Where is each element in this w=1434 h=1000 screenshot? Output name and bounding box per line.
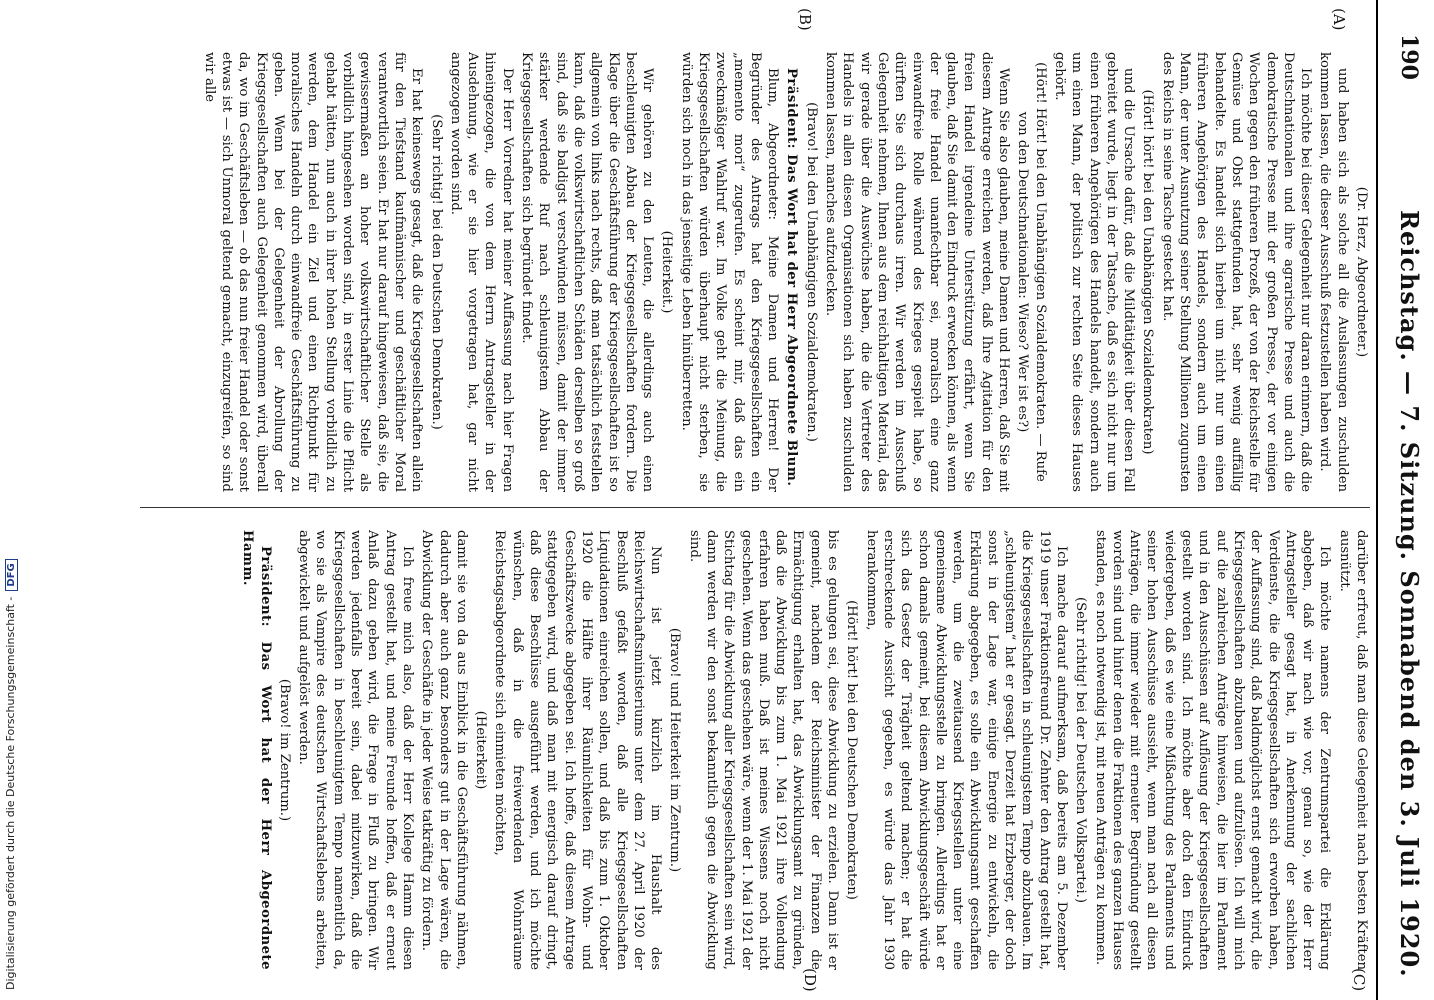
dfg-logo: DFG	[5, 559, 18, 590]
speaker-reference: (Dr. Herz, Abgeordneter.)	[1354, 186, 1369, 358]
paragraph: Er hat keineswegs gesagt, daß die Kriegsgesellschaften allein für den Tiefstand kaufmännischer und geschäftlicher Moral verantwortlich seien. Er hat nur darauf hingewiesen, daß sie, die gewissermaßen an hoher volkswirtschaftlicher Stelle als vorbildlich hingesehen worden sind, in erster Linie die Pflicht gehabt hätten, nun auch in ihrer hohen Stellung vorbildlich zu werden, dem Handel ein Ziel und einen Richtpunkt für moralisches Handeln durch einwandfreie Geschäftsführung zu geben. Wenn bei der Gelegenheit der Abrollung der Kriegsgesellschaften auch Gelegenheit genommen wird, überall da, wo im Geschäftsleben — ob das nun freier Handel oder sonst etwas ist — sich Unmoral geltend gemacht, einzugreifen, so sind wir alle	[201, 52, 425, 492]
interjection: (Heiterkeit.)	[659, 230, 675, 314]
sponsor-strip	[0, 0, 26, 1000]
paragraph: und die Ursache dafür, daß die Mildtätigkeit über diesen Fall gebreitet wurde, liegt in der Tatsache, daß es sich nicht nur um einen früheren Angehörigen des Handels handelt, sondern auch um einen Mann, der politisch zur rechten Seite dieses Hauses gehört.	[1051, 52, 1137, 492]
paragraph: Der Herr Vorredner hat meiner Auffassung nach hier Fragen hineingezogen, die von dem Herrn Antragsteller in der Ausdehnung, wie er sie hier vorgetragen hat, gar nicht angezogen worden sind.	[447, 52, 515, 492]
interjection: (Sehr richtig! bei der Deutschen Volkspartei.)	[1073, 596, 1089, 904]
sponsor-credit-text: Digitalisierung gefördert durch die Deutsche Forschungsgemeinschaft -	[4, 596, 17, 990]
interjection: (Bravo! bei den Unabhängigen Sozialdemokraten.)	[803, 102, 819, 442]
paragraph: darüber erfreut, daß man diese Gelegenheit nach besten Kräften ausnützt.	[1336, 530, 1369, 970]
interjection: (Bravo! im Zentrum.)	[276, 678, 292, 822]
column-divider	[140, 507, 1370, 508]
left-column	[130, 52, 1370, 492]
interjection: (Hört! hört! bei den Unabhängigen Sozialdemokraten)	[1140, 89, 1156, 455]
sponsor-credit	[4, 559, 18, 990]
paragraph: Ich möchte namens der Zentrumspartei die Erklärung abgeben, daß wir nach wie vor, genau so, wie der Herr Antragsteller gesagt hat, in Anerkennung der sachlichen Verdienste, die die Kriegsgesellschaften sich erworben haben, der Auffassung sind, daß baldmöglichst ernst gemacht wird, die Kriegsgesellschaften abzubauen und aufzulösen. Ich will mich auf die zahlreichen Anträge hinweisen, die hier im Parlament und in den Ausschüssen auf Auflösung der Kriegsgesellschaften gestellt worden sind. Ich möchte aber doch den Eindruck wiedergeben, daß es wie eine Mißachtung des Parlaments und seiner hohen Ausschüsse aussieht, wenn man nach all diesen Anträgen, die immer wieder mit erneuter Begründung gestellt worden sind und hinter denen die Fraktionen des ganzen Hauses standen, es noch notwendig ist, mit neuen Anträgen zu kommen.	[1092, 530, 1333, 970]
margin-mark-d: (D)	[801, 968, 819, 992]
paragraph: Ich freue mich also, daß der Herr Kollege Hamm diesen Antrag gestellt hat, und meine Freunde hoffen, daß er erneut Anlaß dazu geben wird, die Frage in Fluß zu bringen. Wir werden jedenfalls bereit sein, dabei mitzuwirken, daß die Kriegsgesellschaften in beschleunigtem Tempo namentlich da, wo sie als Vampire des deutschen Wirtschaftslebens arbeiten, abgewickelt und aufgelöst werden.	[296, 530, 415, 970]
page-header	[1376, 0, 1434, 1000]
interjection: (Hört! hört! bei den Deutschen Demokraten)	[844, 600, 860, 900]
paragraph: bis es gelungen sei, diese Abwicklung zu erzielen. Dann ist er gemeint, nachdem der Reichsminister der Finanzen die Ermächtigung erhalten hat, das Abwicklungsamt zu gründen, daß die Abwicklung bis zum 1. Mai 1921 ihre Vollendung erfahren haben muß. Daß ist meines Wissens noch nicht geschehen. Wenn das geschehen wäre, wenn der 1. Mai 1921 der Stichtag für die Abwicklung aller Kriegsgesellschaften sein wird, dann werden wir den sonst bekanntlich gegen die Abwicklung sind.	[686, 530, 841, 970]
president-announcement: Präsident: Das Wort hat der Herr Abgeordnete Hamm.	[240, 530, 273, 970]
margin-mark-c: (C)	[1350, 968, 1368, 992]
interjection: (Heiterkeit)	[473, 710, 489, 790]
paragraph: Ich möchte bei dieser Gelegenheit nur daran erinnern, daß die Deutschnationalen und ihre agrarische Presse und auch die demokratische Presse mit der großen Presse, der vor einigen Wochen gegen den früheren Prozeß, der von der Reichsstelle für Gemüse und Obst stattgefunden hat, sehr wenig auffällig behandelte. Es handelt sich hierbei um nicht nur um einen früheren Angehörigen des Handels, sondern auch um einen Mann, der unter Ausnutzung seiner Stellung Millionen zugunsten des Reichs in seine Tasche gesteckt hat.	[1159, 52, 1314, 492]
paragraph: damit sie von da aus Einblick in die Geschäftsführung nähmen, dadurch aber auch ganz besonders gut in der Lage wären, die Abwicklung der Geschäfte in jeder Weise tatkräftig zu fördern.	[419, 530, 469, 970]
margin-mark-a: (A)	[1330, 8, 1348, 31]
paragraph: Wenn Sie also glauben, meine Damen und Herren, daß Sie mit diesem Antrage erreichen werden, daß Ihre Agitation für den freien Handel irgendeine Unterstützung erfährt, wenn Sie glauben, daß Sie damit den Eindruck erwecken können, als wenn der freie Handel unanfechtbar sei, moralisch eine ganz einwandfreie Rolle während des Krieges gespielt habe, so dürften Sie sich durchaus irren. Wir werden im Ausschuß Gelegenheit nehmen, Ihnen aus dem reichhaltigen Material, das wir gerade über die Auswüchse haben, die die Vertreter des Handels in allen diesen Organisationen sich haben zuschulden kommen lassen, manches aufzudecken.	[823, 52, 1012, 492]
interjection: (Sehr richtig! bei den Deutschen Demokraten.)	[428, 114, 444, 430]
paragraph: Wir gehören zu den Leuten, die allerdings auch einen beschleunigten Abbau der Kriegsgesellschaften fordern. Die Klage über die Geschäftsführung der Kriegsgesellschaften ist so allgemein von links nach rechts, daß man tatsächlich feststellen kann, daß die volkswirtschaftlichen Schäden derselben so groß sind, daß sie baldigst verschwinden müssen, damit der immer stärker werdende Ruf nach schleunigstem Abbau der Kriegsgesellschaften sich begründet findet.	[519, 52, 656, 492]
scanned-page	[105, 0, 1434, 1000]
paragraph: und haben sich als solche all die Auslassungen zuschulden kommen lassen, die dieser Ausschuß festzustellen haben wird.	[1317, 52, 1350, 492]
interjection: (Bravo! und Heiterkeit im Zentrum.)	[667, 627, 683, 873]
paragraph: Ich mache darauf aufmerksam, daß bereits am 5. Dezember 1919 unser Fraktionsfreund Dr. Zehnter den Antrag gestellt hat, die Kriegsgesellschaften in schleunigstem Tempo abzubauen. Im „schleunigstem“ hat er gesagt. Derzeit hat Erzberger, der doch sonst in der Lage war, einige Energie zu entwickeln, die Erklärung abgegeben, es solle ein Abwicklungsamt geschaffen werden, um die zweitausend Kriegsstellen unter eine gemeinsame Abwicklungsstelle zu bringen. Allerdings hat er schon damals gemeint, bei diesem Abwicklungsgeschäft würde sich das Gesetz der Trägheit geltend machen; er hat die erschreckende Aussicht gegeben, es würde das Jahr 1930 herankommen,	[863, 530, 1069, 970]
paragraph: Nun ist jetzt kürzlich im Haushalt des Reichswirtschaftsministeriums unter dem 27. April 1920 der Beschluß gefaßt worden, daß alle Kriegsgesellschaften Liquidationen einreichen sollen, und daß bis zum 1. Oktober 1920 die Hälfte ihrer Räumlichkeiten für Wohn- und Geschäftszwecke abgegeben sei. Ich hoffe, daß diesem Antrage stattgegeben wird, und daß man mit energisch darauf dringt, daß diese Beschlüsse ausgeführt werden, und ich möchte wünschen, daß in die freiwerdenden Wohnräume Reichstagsabgeordnete sich einmieten möchten,	[492, 530, 664, 970]
right-column	[130, 530, 1370, 970]
running-head: Reichstag. — 7. Sitzung. Sonnabend den 3. Juli 1920.	[1395, 210, 1424, 978]
margin-mark-b: (B)	[796, 8, 814, 31]
speech-opening: Blum, Abgeordneter: Meine Damen und Herren! Der Begründer des Antrags hat den Kriegsgesellschaften ein „memento mori“ zugerufen. Es scheint mir, daß das ein zweckmäßiger Wahlruf war. Im Volke geht die Meinung, die Kriegsgesellschaften würden überhaupt nicht sterben, sie würden sich noch in das jenseitige Leben hinüberretten.	[678, 52, 781, 492]
page-number: 190	[1396, 34, 1422, 80]
president-announcement: Präsident: Das Wort hat der Herr Abgeordnete Blum.	[784, 68, 800, 487]
interjection: (Hört! Hört! bei den Unabhängigen Sozialdemokraten. — Rufe von den Deutschnationalen: Wieso? Wer ist es?)	[1015, 62, 1048, 482]
